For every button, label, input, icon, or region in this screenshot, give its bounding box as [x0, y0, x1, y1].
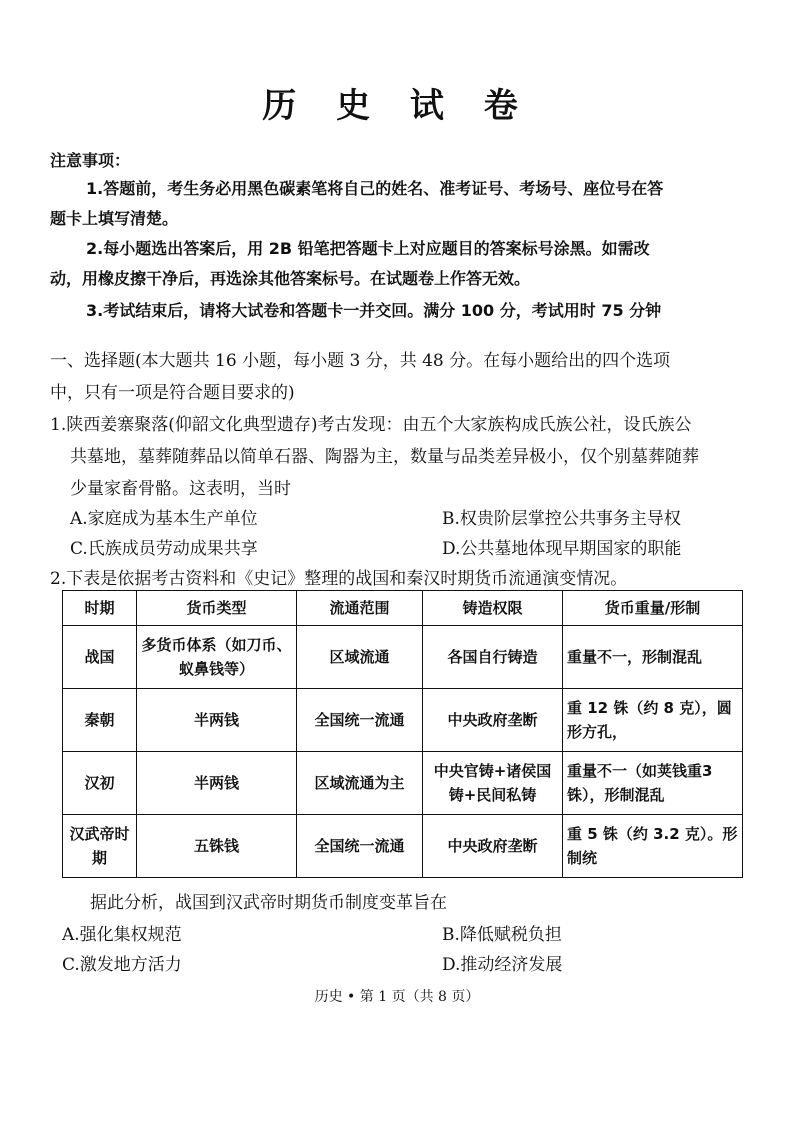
section-heading-line2: 中，只有一项是符合题目要求的) — [50, 383, 295, 403]
currency-table — [62, 590, 743, 878]
q2-question: 据此分析，战国到汉武帝时期货币制度变革旨在 — [90, 893, 447, 913]
table-cell-authority: 中央政府垄断 — [423, 815, 563, 878]
table-cell-scope: 全国统一流通 — [297, 815, 423, 878]
table-cell-type: 多货币体系（如刀币、蚁鼻钱等） — [137, 626, 297, 689]
table-cell-period: 汉武帝时期 — [63, 815, 137, 878]
table-cell-scope: 全国统一流通 — [297, 689, 423, 752]
table-header: 流通范围 — [297, 591, 423, 626]
table-row — [63, 626, 743, 689]
table-cell-weight: 重 5 铢（约 3.2 克）。形制统 — [563, 815, 743, 878]
q2-option-c: C.激发地方活力 — [62, 955, 182, 975]
table-row — [63, 752, 743, 815]
notice-item-1b: 题卡上填写清楚。 — [50, 209, 179, 228]
q2-stem: 2.下表是依据考古资料和《史记》整理的战国和秦汉时期货币流通演变情况。 — [50, 569, 628, 589]
page-footer: 历史 • 第 1 页（共 8 页） — [314, 989, 480, 1005]
q1-stem-line1: 1.陕西姜寨聚落(仰韶文化典型遗存)考古发现：由五个大家族构成氏族公社，设氏族公 — [50, 415, 692, 435]
table-cell-period: 秦朝 — [63, 689, 137, 752]
table-cell-scope: 区域流通 — [297, 626, 423, 689]
notice-heading: 注意事项： — [50, 151, 131, 170]
table-cell-authority: 中央官铸+诸侯国铸+民间私铸 — [423, 752, 563, 815]
section-heading-line1: 一、选择题(本大题共 16 小题，每小题 3 分，共 48 分。在每小题给出的四个选项 — [50, 351, 671, 371]
notice-item-2b: 动，用橡皮擦干净后，再选涂其他答案标号。在试题卷上作答无效。 — [50, 269, 531, 288]
q1-option-d: D.公共墓地体现早期国家的职能 — [442, 539, 682, 559]
table-cell-period: 战国 — [63, 626, 137, 689]
table-cell-type: 半两钱 — [137, 689, 297, 752]
q2-option-a: A.强化集权规范 — [62, 925, 182, 945]
notice-item-2a: 2.每小题选出答案后，用 2B 铅笔把答题卡上对应题目的答案标号涂黑。如需改 — [86, 239, 650, 258]
table-header: 铸造权限 — [423, 591, 563, 626]
table-row — [63, 815, 743, 878]
q2-option-d: D.推动经济发展 — [442, 955, 563, 975]
table-cell-weight: 重 12 铢（约 8 克），圆形方孔， — [563, 689, 743, 752]
table-header: 货币重量/形制 — [563, 591, 743, 626]
table-cell-weight: 重量不一，形制混乱 — [563, 626, 743, 689]
q1-option-a: A.家庭成为基本生产单位 — [70, 509, 258, 529]
table-cell-type: 半两钱 — [137, 752, 297, 815]
notice-item-3: 3.考试结束后，请将大试卷和答题卡一并交回。满分 100 分，考试用时 75 分钟 — [86, 301, 662, 320]
table-cell-authority: 各国自行铸造 — [423, 626, 563, 689]
table-row — [63, 689, 743, 752]
q1-stem-line3: 少量家畜骨骼。这表明，当时 — [70, 479, 291, 499]
table-header-row — [63, 591, 743, 626]
table-cell-type: 五铢钱 — [137, 815, 297, 878]
page-title: 历 史 试 卷 — [262, 86, 532, 126]
table-cell-scope: 区域流通为主 — [297, 752, 423, 815]
table-header: 时期 — [63, 591, 137, 626]
q2-option-b: B.降低赋税负担 — [442, 925, 562, 945]
table-cell-period: 汉初 — [63, 752, 137, 815]
q1-option-c: C.氏族成员劳动成果共享 — [70, 539, 258, 559]
table-header: 货币类型 — [137, 591, 297, 626]
q1-stem-line2: 共墓地，墓葬随葬品以简单石器、陶器为主，数量与品类差异极小，仅个别墓葬随葬 — [70, 447, 699, 467]
table-cell-weight: 重量不一（如荚钱重3铢），形制混乱 — [563, 752, 743, 815]
table-cell-authority: 中央政府垄断 — [423, 689, 563, 752]
notice-item-1a: 1.答题前，考生务必用黑色碳素笔将自己的姓名、准考证号、考场号、座位号在答 — [86, 179, 664, 198]
q1-option-b: B.权贵阶层掌控公共事务主导权 — [442, 509, 681, 529]
